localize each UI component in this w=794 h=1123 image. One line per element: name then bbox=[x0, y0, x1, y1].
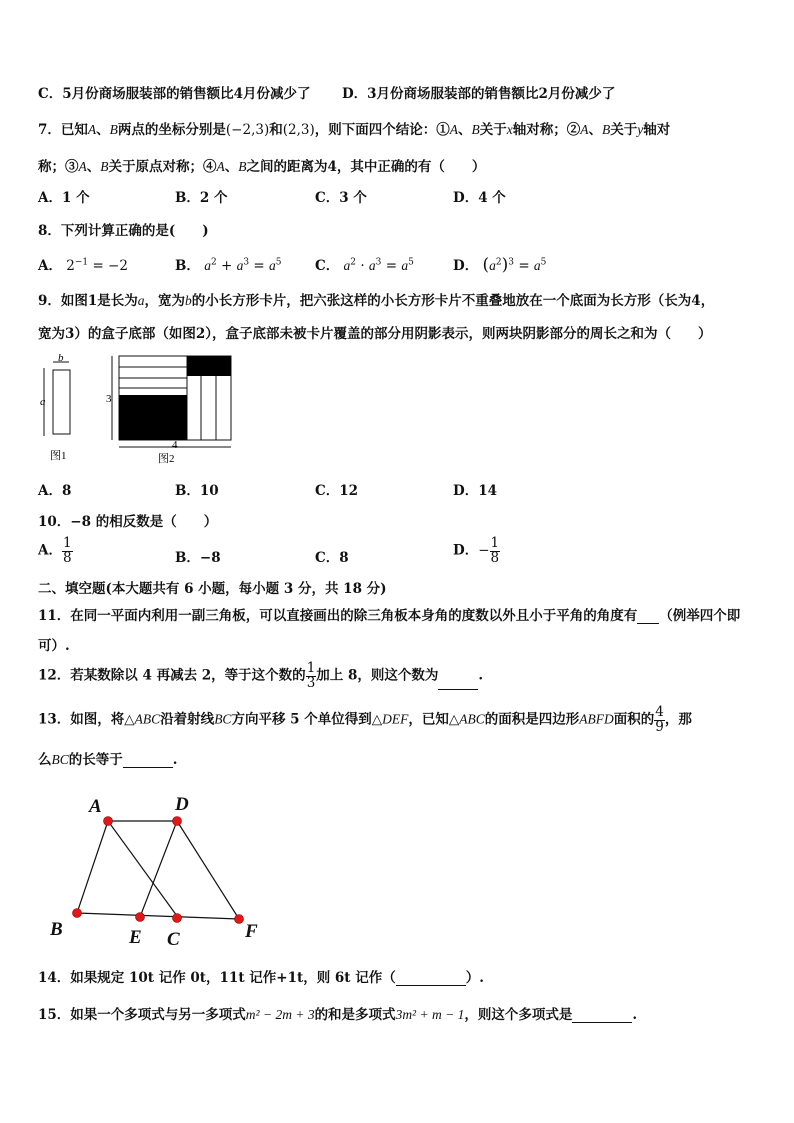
point-f bbox=[235, 915, 244, 924]
point-b bbox=[73, 909, 82, 918]
q10-frac-a: $\frac{1}{8}$ bbox=[62, 535, 72, 566]
q11-answer-blank[interactable] bbox=[637, 609, 659, 624]
q9-option-a[interactable]: A．8 bbox=[38, 483, 72, 499]
q15-stem: 15．如果一个多项式与另一多项式m² − 2m + 3的和是多项式3m² + m − 1，则这个多项式是 . bbox=[38, 1007, 638, 1023]
q9-stem-line1: 9．如图1是长为a，宽为b的小长方形卡片，把六张这样的小长方形卡片不重叠地放在一个底面为长方形（长为4， bbox=[38, 293, 715, 309]
section-fill-in-title: 二、填空题(本大题共有 6 小题，每小题 3 分，共 18 分) bbox=[38, 581, 387, 597]
q10-frac-d: $\frac{1}{8}$ bbox=[490, 535, 500, 566]
point-e bbox=[136, 913, 145, 922]
label-a: A bbox=[89, 796, 102, 817]
q8-stem: 8．下列计算正确的是( ) bbox=[38, 223, 209, 239]
q10-option-a[interactable]: A． $\frac{1}{8}$ bbox=[38, 535, 72, 566]
q9-stem-line2: 宽为3）的盒子底部（如图2），盒子底部未被卡片覆盖的部分用阴影表示，则两块阴影部分的周长之和为（ ） bbox=[38, 326, 712, 342]
q12-frac: $\frac{1}{3}$ bbox=[306, 660, 316, 691]
q6-option-d: D．3月份商场服装部的销售额比2月份减少了 bbox=[341, 86, 616, 102]
q8-option-c[interactable]: C． $a^2 \cdot a^3 = a^5$ bbox=[315, 257, 414, 274]
q9-option-d[interactable]: D．14 bbox=[453, 483, 497, 499]
figure1-card bbox=[40, 352, 70, 462]
label-b: B bbox=[50, 919, 63, 940]
label-f: F bbox=[245, 921, 258, 942]
q13-stem-line2: 么BC的长等于 . bbox=[38, 752, 178, 768]
q6-options bbox=[38, 82, 615, 102]
point-a bbox=[104, 817, 113, 826]
q10-option-b[interactable]: B．−8 bbox=[175, 550, 221, 566]
q13-translation-figure bbox=[40, 790, 280, 955]
q11-stem-line2: 可）. bbox=[38, 638, 70, 654]
q14-stem: 14．如果规定 10t 记作 0t，11t 记作+1t，则 6t 记作（ ）. bbox=[38, 970, 484, 986]
q15-poly2: 3m² + m − 1 bbox=[395, 1007, 465, 1022]
point-c bbox=[173, 914, 182, 923]
q15-answer-blank[interactable] bbox=[572, 1008, 632, 1023]
fig2-dim-3: 3 bbox=[106, 393, 112, 405]
figure2-box bbox=[106, 356, 231, 465]
q9-option-b[interactable]: B．10 bbox=[175, 483, 219, 499]
q7-stem-line2: 称；③A、B关于原点对称；④A、B之间的距离为4，其中正确的有（ ） bbox=[38, 159, 486, 175]
fig1-label-b: b bbox=[58, 352, 64, 364]
shaded-bottom-left bbox=[119, 395, 187, 440]
q8-option-d[interactable]: D． $(a^2)^3 = a^5$ bbox=[453, 255, 547, 275]
q13-frac: $\frac{4}{9}$ bbox=[655, 704, 664, 735]
label-c: C bbox=[167, 929, 180, 950]
q7-coord-b: (2,3) bbox=[282, 122, 315, 138]
shaded-top-right bbox=[187, 356, 231, 376]
label-e: E bbox=[129, 927, 142, 948]
q10-option-c[interactable]: C．8 bbox=[315, 550, 349, 566]
q11-stem-line1: 11．在同一平面内利用一副三角板，可以直接画出的除三角板本身角的度数以外且小于平角的角度有 （例举四个即 bbox=[38, 608, 741, 624]
q10-option-d[interactable]: D．− $\frac{1}{8}$ bbox=[453, 535, 500, 566]
fig2-caption: 图2 bbox=[158, 453, 175, 465]
q7-stem-line1: 7．已知A、B两点的坐标分别是(−2,3)和(2,3)，则下面四个结论：①A、B关于x轴对称；②A、B关于y轴对 bbox=[38, 122, 671, 138]
q13-answer-blank[interactable] bbox=[123, 753, 173, 768]
fig1-label-a: a bbox=[40, 396, 46, 408]
q12-answer-blank[interactable] bbox=[438, 675, 478, 690]
q7-option-a[interactable]: A．1 个 bbox=[38, 190, 90, 206]
q14-answer-blank[interactable] bbox=[396, 971, 466, 986]
q12-stem: 12．若某数除以 4 再减去 2，等于这个数的 $\frac{1}{3}$ 加上 8，则这个数为 . bbox=[38, 660, 484, 691]
q13-stem-line1: 13．如图，将△ABC沿着射线BC方向平移 5 个单位得到△DEF，已知△ABC的面积是四边形ABFD面积的 $\frac{4}{9}$ ，那 bbox=[38, 704, 692, 735]
q15-poly1: m² − 2m + 3 bbox=[245, 1007, 315, 1022]
q9-figures bbox=[30, 350, 250, 470]
fig2-dim-4: 4 bbox=[172, 439, 178, 451]
q7-coord-a: (−2,3) bbox=[225, 122, 270, 138]
fig1-caption: 图1 bbox=[50, 450, 67, 462]
q8-option-a[interactable]: A． $2^{-1} = -2$ bbox=[38, 257, 128, 274]
q10-stem: 10．−8 的相反数是（ ） bbox=[38, 514, 218, 530]
q8-option-b[interactable]: B． $a^2 + a^3 = a^5$ bbox=[175, 257, 282, 274]
q6-option-c: C．5月份商场服装部的销售额比4月份减少了 bbox=[38, 86, 311, 102]
q7-option-b[interactable]: B．2 个 bbox=[175, 190, 228, 206]
q9-option-c[interactable]: C．12 bbox=[315, 483, 359, 499]
q7-option-c[interactable]: C．3 个 bbox=[315, 190, 367, 206]
point-d bbox=[173, 817, 182, 826]
label-d: D bbox=[175, 794, 189, 815]
q7-option-d[interactable]: D．4 个 bbox=[453, 190, 506, 206]
